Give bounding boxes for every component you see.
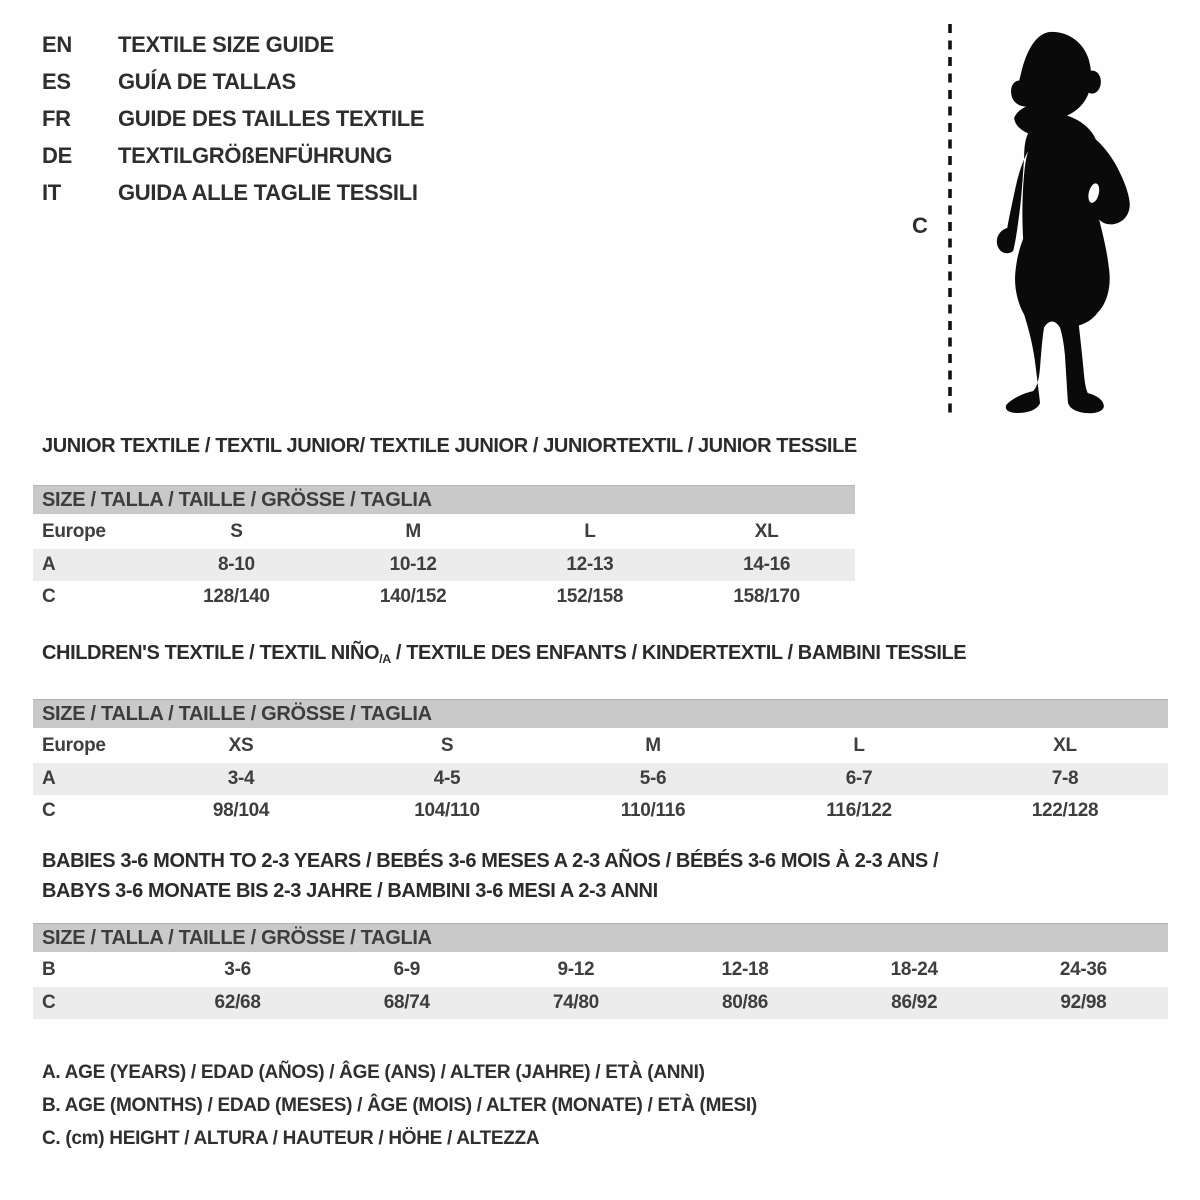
size-cell: 5-6 xyxy=(639,768,667,789)
lang-title: TEXTILE SIZE GUIDE xyxy=(118,32,334,57)
language-header xyxy=(42,26,424,211)
size-cell: 116/122 xyxy=(826,800,892,821)
size-cell: 4-5 xyxy=(433,768,461,789)
size-cell: 12-13 xyxy=(566,554,614,575)
section-children-textile xyxy=(33,640,1168,827)
size-cell: 140/152 xyxy=(379,586,447,607)
size-cell: 92/98 xyxy=(1060,992,1107,1013)
lang-row-de xyxy=(42,137,424,174)
row-label: Europe xyxy=(42,734,106,756)
size-cell: 128/140 xyxy=(203,586,270,607)
size-cell: S xyxy=(230,520,243,542)
lang-title: GUÍA DE TALLAS xyxy=(118,69,296,94)
size-cell: XL xyxy=(1053,734,1077,756)
size-cell: 14-16 xyxy=(743,554,791,575)
size-cell: 122/128 xyxy=(1031,800,1099,821)
lang-title: TEXTILGRÖßENFÜHRUNG xyxy=(118,143,393,168)
table-row xyxy=(33,514,855,549)
table-row xyxy=(33,728,1168,763)
title-subscript: /A xyxy=(379,652,391,666)
size-cell: 24-36 xyxy=(1059,958,1107,980)
children-size-table xyxy=(33,728,1168,827)
size-header-bar: SIZE / TALLA / TAILLE / GRÖSSE / TAGLIA xyxy=(33,485,855,514)
size-cell: 98/104 xyxy=(212,800,270,821)
section-title: BABIES 3-6 MONTH TO 2-3 YEARS / BEBÉS 3-6 MESES A 2-3 AÑOS / BÉBÉS 3-6 MOIS À 2-3 ANS / BABYS 3-6 MONATE BIS 2-3 JAHRE / BAMBINI 3-6 MESI A 2-3 ANNI xyxy=(42,850,939,902)
lang-row-es xyxy=(42,63,424,100)
size-cell: 7-8 xyxy=(1051,768,1079,789)
junior-size-table xyxy=(33,514,855,613)
height-measure-line xyxy=(946,24,954,416)
size-cell: L xyxy=(584,520,596,542)
row-label: A xyxy=(42,554,56,575)
table-row xyxy=(33,952,1168,987)
footnote-b: B. AGE (MONTHS) / EDAD (MESES) / ÂGE (MOIS) / ALTER (MONATE) / ETÀ (MESI) xyxy=(42,1095,757,1116)
row-label: C xyxy=(42,992,56,1013)
lang-row-fr xyxy=(42,100,424,137)
lang-code: EN xyxy=(42,32,72,57)
section-title: CHILDREN'S TEXTILE / TEXTIL $NIÑO_{/A}$ / TEXTILE DES ENFANTS / KINDERTEXTIL / BAMBINI TESSILE xyxy=(42,642,967,666)
size-cell: 9-12 xyxy=(557,958,595,980)
section-babies-textile xyxy=(33,846,1168,1019)
section-junior-textile xyxy=(33,433,855,613)
row-label: C xyxy=(42,800,56,821)
lang-code: FR xyxy=(42,106,71,131)
lang-code: ES xyxy=(42,69,71,94)
row-label: C xyxy=(42,586,56,607)
size-cell: 80/86 xyxy=(722,992,769,1013)
size-cell: 3-6 xyxy=(224,958,251,980)
size-header-bar: SIZE / TALLA / TAILLE / GRÖSSE / TAGLIA xyxy=(33,923,1168,952)
lang-code: IT xyxy=(42,180,61,205)
size-cell: L xyxy=(853,734,865,756)
size-cell: 6-9 xyxy=(393,958,421,980)
size-cell: XL xyxy=(754,520,779,542)
size-cell: 74/80 xyxy=(552,992,599,1013)
size-cell: 158/170 xyxy=(733,586,800,607)
size-cell: 8-10 xyxy=(217,554,255,575)
lang-row-it xyxy=(42,174,424,211)
table-row xyxy=(33,987,1168,1019)
size-cell: 68/74 xyxy=(383,992,430,1013)
footnote-c: C. (cm) HEIGHT / ALTURA / HAUTEUR / HÖHE / ALTEZZA xyxy=(42,1128,540,1149)
section-title: JUNIOR TEXTILE / TEXTIL JUNIOR/ TEXTILE JUNIOR / JUNIORTEXTIL / JUNIOR TESSILE xyxy=(42,435,857,457)
size-cell: M xyxy=(405,520,421,542)
size-cell: M xyxy=(645,734,661,756)
row-label: A xyxy=(42,768,56,789)
babies-size-table xyxy=(33,952,1168,1019)
size-cell: 12-18 xyxy=(721,958,769,980)
size-cell: 18-24 xyxy=(890,958,938,980)
size-cell: 86/92 xyxy=(891,992,938,1013)
row-label: B xyxy=(42,958,56,980)
lang-code: DE xyxy=(42,143,72,168)
height-measure-label: C xyxy=(912,213,928,238)
size-cell: 110/116 xyxy=(620,800,686,821)
footnote-legend xyxy=(42,1056,757,1155)
lang-title: GUIDE DES TAILLES TEXTILE xyxy=(118,106,425,131)
size-header-bar: SIZE / TALLA / TAILLE / GRÖSSE / TAGLIA xyxy=(33,699,1168,728)
size-cell: S xyxy=(440,734,454,756)
footnote-a: A. AGE (YEARS) / EDAD (AÑOS) / ÂGE (ANS) / ALTER (JAHRE) / ETÀ (ANNI) xyxy=(42,1062,705,1083)
size-cell: 3-4 xyxy=(227,768,255,789)
size-cell: 104/110 xyxy=(414,800,480,821)
size-cell: 6-7 xyxy=(845,768,873,789)
table-row xyxy=(33,795,1168,827)
table-row xyxy=(33,549,855,581)
size-cell: XS xyxy=(228,734,254,756)
size-cell: 62/68 xyxy=(214,992,261,1013)
baby-silhouette-icon xyxy=(966,18,1138,416)
size-cell: 152/158 xyxy=(556,586,624,607)
lang-title: GUIDA ALLE TAGLIE TESSILI xyxy=(118,180,418,205)
table-row xyxy=(33,581,855,613)
size-cell: 10-12 xyxy=(389,554,437,575)
table-row xyxy=(33,763,1168,795)
lang-row-en xyxy=(42,26,424,63)
row-label: Europe xyxy=(42,520,106,542)
